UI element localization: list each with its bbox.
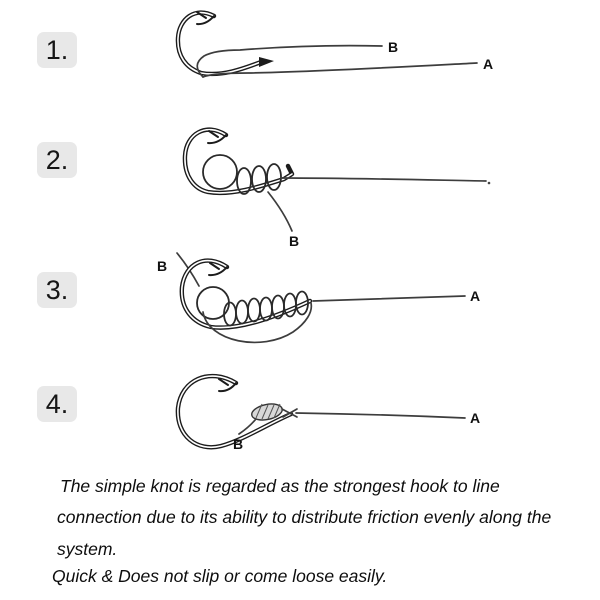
caption-line-2: connection due to its ability to distribute friction evenly along the <box>57 507 552 527</box>
label-a: A <box>470 410 481 426</box>
fish-hook-icon <box>178 12 274 74</box>
step-3-illustration <box>0 248 600 368</box>
step-4-illustration <box>0 368 600 468</box>
knot-bundle <box>250 401 297 422</box>
caption-line-4: Quick & Does not slip or come loose easily. <box>52 566 388 586</box>
line-wraps <box>197 287 308 326</box>
fish-hook-icon <box>185 130 292 193</box>
step-4-number: 4. <box>37 386 77 422</box>
label-b: B <box>289 233 300 248</box>
caption-line-1: The simple knot is regarded as the strongest hook to line <box>60 476 500 496</box>
step-2-number: 2. <box>37 142 77 178</box>
step-1-illustration <box>0 0 600 115</box>
shank-tip <box>259 57 274 67</box>
label-b: B <box>157 258 168 274</box>
step-1-number: 1. <box>37 32 77 68</box>
fishing-line <box>203 296 465 342</box>
fishing-line <box>197 46 477 77</box>
label-a: A <box>483 56 494 72</box>
label-a: A <box>470 288 481 304</box>
label-b: B <box>388 39 399 55</box>
caption-line-3: system. <box>57 539 118 559</box>
step-3-number: 3. <box>37 272 77 308</box>
step-2-illustration <box>0 118 600 248</box>
label-b: B <box>233 436 244 452</box>
line-wraps <box>203 155 281 194</box>
fishing-line <box>268 178 490 231</box>
